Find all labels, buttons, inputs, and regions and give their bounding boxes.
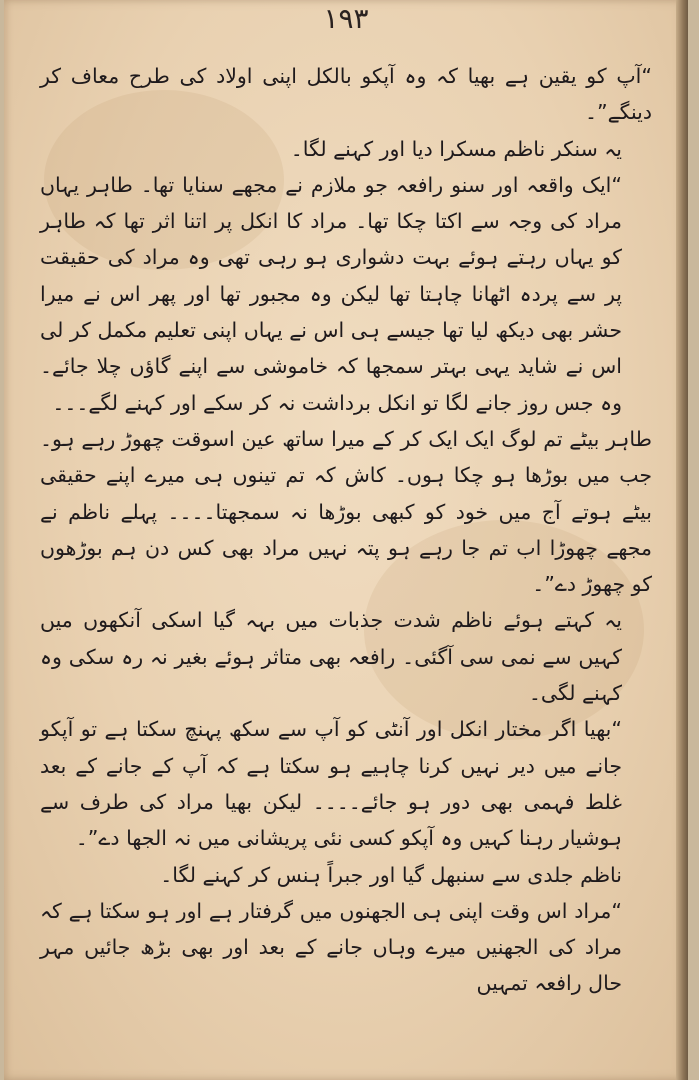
paragraph: یہ سنکر ناظم مسکرا دیا اور کہنے لگا۔ — [290, 136, 622, 161]
paragraph: ناظم جلدی سے سنبھل گیا اور جبراً ہنس کر کہنے لگا۔ — [160, 862, 622, 887]
paragraph: “ایک واقعہ اور سنو رافعہ جو ملازم نے مجھے سنایا تھا۔ طاہر یہاں مراد کی وجہ سے اکتا چکا تھا۔ مراد کا انکل پر اتنا اثر تھا کہ طاہر کو یہاں رہتے ہوئے بہت دشواری ہو رہی تھی وہ مراد کی حقیقت پر سے پردہ اٹھانا چاہتا تھا لیکن وہ مجبور تھا اور پھر اس نے میرا حشر بھی دیکھ لیا تھا جیسے ہی اس نے یہاں اپنی تعلیم مکمل کر لی اس نے شاید یہی بہتر سمجھا کہ خاموشی سے اپنے گاؤں چلا جائے۔ وہ جس روز جانے لگا تو انکل برداشت نہ کر سکے اور کہنے لگے۔۔۔ — [40, 172, 622, 415]
body-text — [40, 58, 652, 1002]
page-number: ۱۹۳ — [323, 2, 369, 35]
paragraph: یہ کہتے ہوئے ناظم شدت جذبات میں بہہ گیا اسکی آنکھوں میں کہیں سے نمی سی آگئی۔ رافعہ بھی متاثر ہوئے بغیر نہ رہ سکی وہ کہنے لگی۔ — [40, 608, 622, 706]
paragraph: طاہر بیٹے تم لوگ ایک ایک کر کے میرا ساتھ عین اسوقت چھوڑ رہے ہو۔ جب میں بوڑھا ہو چکا ہوں۔ کاش کہ تم تینوں ہی میرے اپنے حقیقی بیٹے ہوتے آج میں خود کو کبھی بوڑھا نہ سمجھتا۔۔۔۔ پہلے ناظم نے مجھے چھوڑا اب تم جا رہے ہو پتہ نہیں مراد بھی کس دن ہم بوڑھوں کو چھوڑ دے”۔ — [40, 426, 652, 597]
book-spine — [676, 0, 688, 1080]
paragraph: “مراد اس وقت اپنی ہی الجھنوں میں گرفتار ہے اور ہو سکتا ہے کہ مراد کی الجھنیں میرے وہاں جانے کے بعد اور بھی بڑھ جائیں مہر حال رافعہ تمہیں — [40, 898, 622, 996]
book-page — [4, 0, 688, 1080]
paragraph: “بھیا اگر مختار انکل اور آنٹی کو آپ سے سکھ پہنچ سکتا ہے تو آپکو جانے میں دیر نہیں کرنا چاہیے ہو سکتا ہے کہ آپ کے جانے کے بعد غلط فہمی بھی دور ہو جائے۔۔۔۔ لیکن بھیا مراد کی طرف سے ہوشیار رہنا کہیں وہ آپکو کسی نئی پریشانی میں نہ الجھا دے”۔ — [40, 717, 622, 851]
paragraph: “آپ کو یقین ہے بھیا کہ وہ آپکو بالکل اپنی اولاد کی طرح معاف کر دینگے”۔ — [40, 64, 652, 125]
